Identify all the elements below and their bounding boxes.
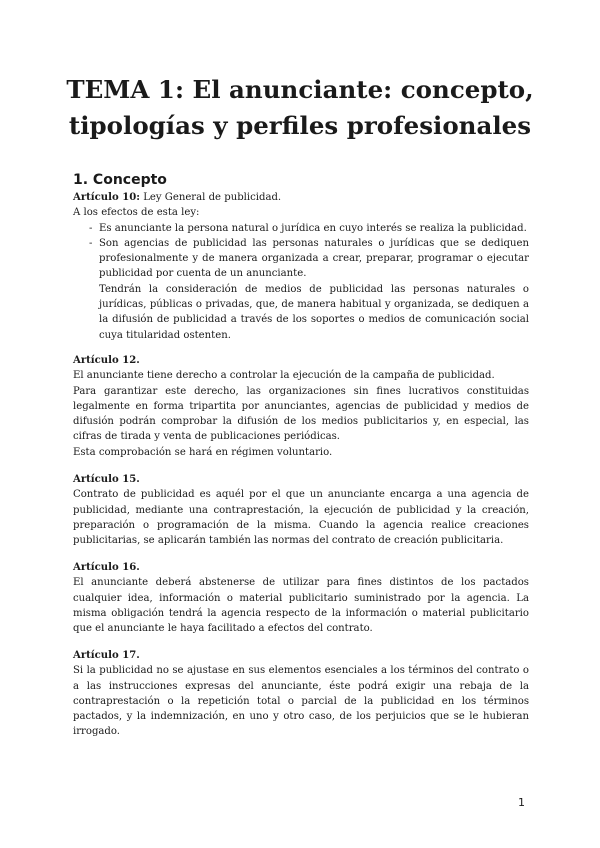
- article-12: [73, 353, 529, 460]
- article-12-p2: Para garantizar este derecho, las organizaciones sin fines lucrativos constituidas legalmente en forma tripartita por anunciantes, agencias de publicidad y medios de difusión podrán comprobar la difusión de los medios publicitarios y, en especial, las cifras de tirada y venta de publicaciones periódicas.: [73, 385, 529, 443]
- title-line-2: tipologías y perfiles profesionales: [68, 111, 532, 140]
- page-number: 1: [518, 796, 525, 809]
- article-17-label: Artículo 17.: [73, 650, 140, 661]
- list-item: - Son agencias de publicidad las personas naturales o jurídicas que se dediquen profesionalmente y de manera organizada a crear, preparar, programar o ejecutar publicidad por cuenta de un anunciante.: [89, 237, 529, 280]
- article-10: [73, 190, 529, 343]
- article-12-p3: Esta comprobación se hará en régimen voluntario.: [73, 446, 333, 458]
- article-17: [73, 648, 529, 740]
- title-line-1: TEMA 1: El anunciante: concepto,: [66, 75, 534, 104]
- article-16-p1: El anunciante deberá abstenerse de utilizar para fines distintos de los pactados cualquier idea, información o material publicitario suministrado por la agencia. La misma obligación tendrá la agencia respecto de la información o material publicitario que el anunciante le haya facilitado a efectos del contrato.: [73, 577, 529, 635]
- article-17-p1: Si la publicidad no se ajustase en sus elementos esenciales a los términos del contrato o a las instrucciones expresas del anunciante, éste podrá exigir una rebaja de la contraprestación o la repetición total o parcial de la publicidad en los términos pactados, y la indemnización, en uno y otro caso, de los perjuicios que se le hubieran irrogado.: [73, 665, 529, 738]
- article-16-label: Artículo 16.: [73, 562, 140, 573]
- article-16: [73, 560, 529, 636]
- article-15-label: Artículo 15.: [73, 474, 140, 485]
- page-title: [40, 72, 560, 144]
- article-10-label: Artículo 10:: [73, 192, 140, 203]
- article-15: [73, 472, 529, 548]
- article-10-extra: Tendrán la consideración de medios de publicidad las personas naturales o jurídicas, públicas o privadas, que, de manera habitual y organizada, se dediquen a la difusión de publicidad a través de los soportes o medios de comunicación social cuya titularidad ostenten.: [99, 283, 529, 341]
- article-10-intro: A los efectos de esta ley:: [73, 207, 200, 219]
- article-12-p1: El anunciante tiene derecho a controlar la ejecución de la campaña de publicidad.: [73, 370, 495, 382]
- section-heading: 1. Concepto: [73, 172, 167, 188]
- article-10-text: Ley General de publicidad.: [140, 192, 282, 203]
- list-item: - Es anunciante la persona natural o jurídica en cuyo interés se realiza la publicidad.: [89, 222, 527, 234]
- article-15-p1: Contrato de publicidad es aquél por el que un anunciante encarga a una agencia de publicidad, mediante una contraprestación, la ejecución de publicidad y la creación, preparación o programación de la misma. Cuando la agencia realice creaciones publicitarias, se aplicarán también las normas del contrato de creación publicitaria.: [73, 489, 529, 547]
- article-12-label: Artículo 12.: [73, 355, 140, 366]
